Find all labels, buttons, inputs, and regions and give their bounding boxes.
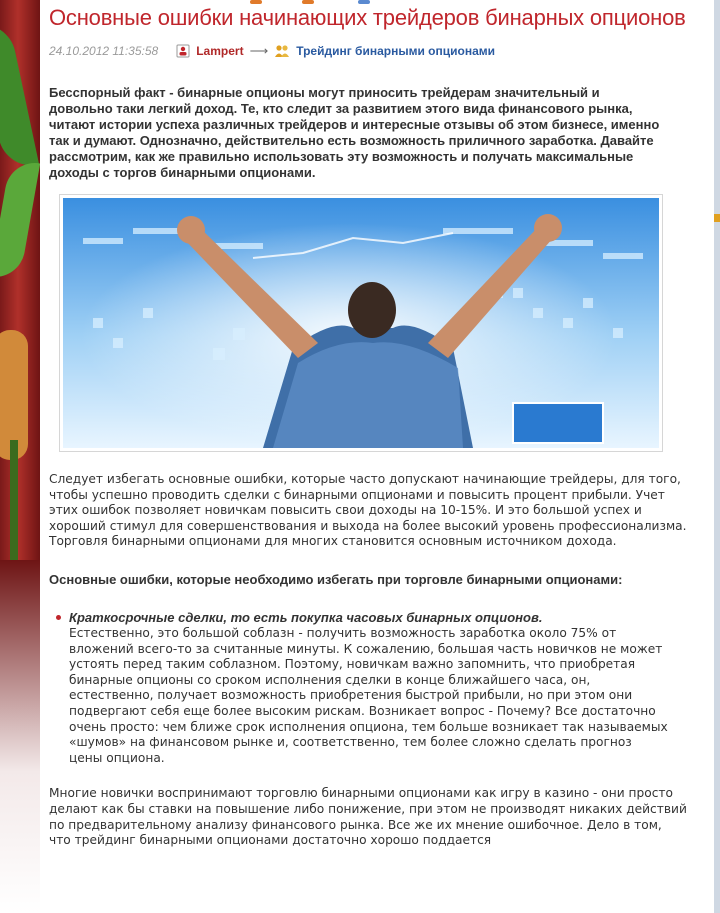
article-lead: Бесспорный факт - бинарные опционы могут приносить трейдерам значительный и довольно таки легкий доход. Те, кто следит за развитием этого вида финансового рынка, читают истории успеха различных трейдеров и интересные отзывы об этом бизнесе, именно так и думают. Однозначно, действительно есть возможность приличного заработка. Давайте рассмотрим, как же правильно использовать эту возможность и получать максимальные доходы с торгов бинарными опционами.	[49, 85, 660, 180]
arrow-icon: ⟶	[249, 43, 269, 58]
list-item	[49, 610, 669, 766]
article-paragraph-2: Многие новички воспринимают торговлю бинарными опционами как игру в казино - они просто делают как бы ставки на повышение либо понижение, при этом не производят никаких действий по предварительному анализу финансового рынка. Все же их мнение ошибочное. Дело в том, что трейдинг бинарными опционами достаточно хорошо поддается	[49, 786, 687, 848]
author-link[interactable]: Lampert	[196, 44, 244, 58]
mistakes-list	[49, 610, 689, 766]
article-meta	[49, 41, 689, 61]
trader-celebrating-image	[63, 198, 659, 448]
article	[49, 0, 689, 861]
user-card-icon	[176, 44, 190, 58]
article-date: 24.10.2012 11:35:58	[49, 44, 159, 58]
list-item-title: Краткосрочные сделки, то есть покупка часовых бинарных опционов.	[69, 609, 543, 625]
article-image-frame	[59, 194, 663, 452]
bullet-icon	[56, 615, 61, 620]
scrollbar-edge[interactable]	[714, 0, 720, 913]
list-item-text: Естественно, это большой соблазн - получить возможность заработка около 75% от вложений всего-то за считанные минуты. К сожалению, большая часть новичков не может устоять перед таким соблазном. Поэтому, новичкам важно запомнить, что приобретая бинарные опционы со сроком исполнения сделки в конце ближайшего часа, он, естественно, получает возможность приобретения быстрой прибыли, но при этом они подвергают себя еще более высоким рискам. Возникает вопрос - Почему? Все достаточно очень просто: чем ближе срок исполнения опциона, тем больше возникает так называемых «шумов» на финансовом рынке и, соответственно, тем более сложно сделать прогноз цены опциона.	[69, 625, 668, 765]
article-subheading: Основные ошибки, которые необходимо избегать при торговле бинарными опционами:	[49, 571, 623, 587]
people-icon	[274, 44, 290, 58]
article-paragraph-1: Следует избегать основные ошибки, которые часто допускают начинающие трейдеры, для того, чтобы успешно проводить сделки с бинарными опционами и повысить процент прибыли. Учет этих ошибок позволяет новичкам повысить свои доходы на 10-15%. И это большой успех и хороший стимул для совершенствования и выхода на более высокий уровень профессионализма. Торговля бинарными опционами для многих становится основным источником дохода.	[49, 472, 687, 549]
site-background-left	[0, 0, 40, 913]
category-link[interactable]: Трейдинг бинарными опционами	[296, 44, 495, 58]
article-title[interactable]: Основные ошибки начинающих трейдеров бинарных опционов	[49, 5, 686, 30]
